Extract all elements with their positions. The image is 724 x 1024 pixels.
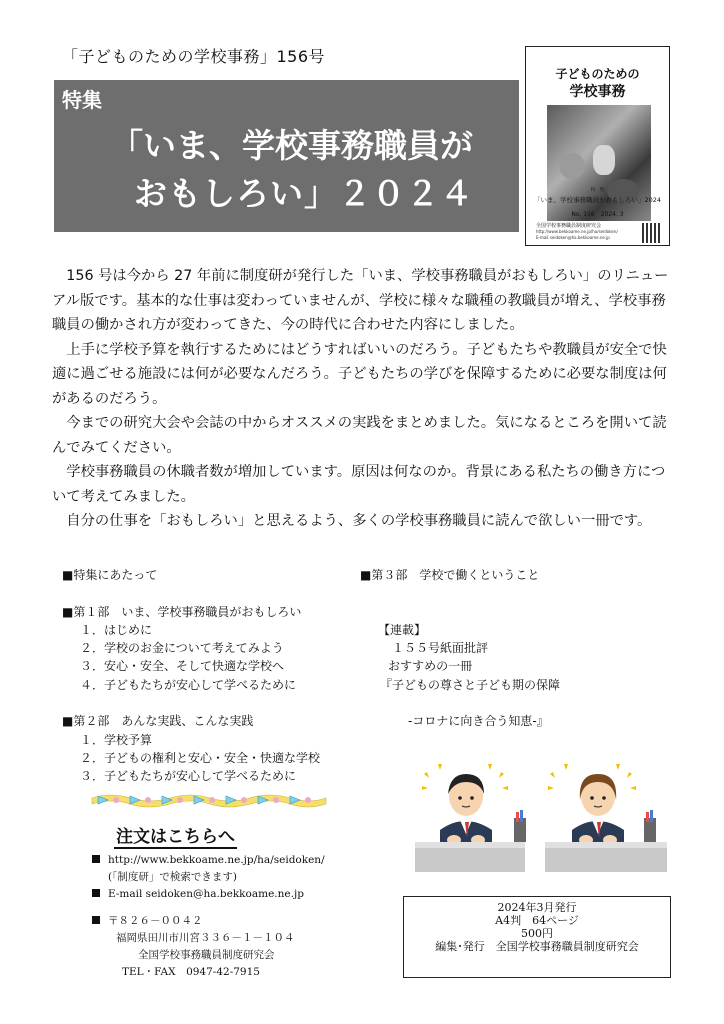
toc-item: ３．子どもたちが安心して学べるために bbox=[80, 769, 297, 784]
publication-info-box bbox=[403, 896, 671, 978]
intro-paragraph: 自分の仕事を「おもしろい」と思えるよう、多くの学校事務職員に読んで欲しい一冊です。 bbox=[66, 513, 652, 529]
cover-title1: 子どものための bbox=[555, 67, 640, 81]
cover-email: E-mail seidoken@ha.bekkoame.ne.jp bbox=[536, 235, 610, 240]
cover-publisher: 全国学校事務職員制度研究会 bbox=[536, 223, 602, 229]
cover-url: http://www.bekkoame.ne.jp/ha/seidoken/ bbox=[536, 229, 618, 234]
bullet-square-icon bbox=[92, 889, 100, 897]
intro-paragraph: 今までの研究大会や会誌の中からオススメの実践をまとめました。気になるところを開いて読んでみてください。 bbox=[52, 415, 667, 456]
feature-tag: 特集 bbox=[62, 88, 102, 112]
order-url[interactable]: http://www.bekkoame.ne.jp/ha/seidoken/ bbox=[108, 854, 325, 866]
order-address: 福岡県田川市川宮３３６－１－１０４ bbox=[116, 932, 295, 944]
order-tel: TEL・FAX 0947-42-7915 bbox=[122, 966, 260, 978]
feature-title-line2: おもしろい」２０２４ bbox=[134, 174, 474, 213]
cover-special-label: 特 集 bbox=[590, 188, 605, 193]
bullet-square-icon bbox=[92, 916, 100, 924]
toc-part1-heading: ■第１部 いま、学校事務職員がおもしろい bbox=[62, 604, 302, 619]
series-label: 「子どものための学校事務」156号 bbox=[62, 47, 326, 66]
ribbon-decoration bbox=[90, 792, 328, 808]
toc-left bbox=[62, 566, 320, 786]
intro-paragraph: 上手に学校予算を執行するためにはどうすればいいのだろう。子どもたちや教職員が安全で快適に過ごせる施設には何が必要なんだろう。子どもたちの学びを保障するために必要な制度は何があるのだろう。 bbox=[52, 341, 667, 407]
cover-thumbnail bbox=[525, 46, 670, 246]
order-email[interactable]: E-mail seidoken@ha.bekkoame.ne.jp bbox=[108, 888, 304, 900]
toc-serial-subtitle: -コロナに向き合う知恵-』 bbox=[408, 714, 549, 729]
pub-format: A4判 64ページ bbox=[495, 914, 579, 927]
toc-intro-heading: ■特集にあたって bbox=[62, 568, 158, 582]
office-workers-illustration bbox=[410, 760, 672, 872]
feature-title-line1: 「いま、学校事務職員が bbox=[110, 126, 473, 165]
intro-paragraph: 156 号は今から 27 年前に制度研が発行した「いま、学校事務職員がおもしろい」のリニューアル版です。基本的な仕事は変わっていませんが、学校に様々な職種の教職員が増え、学校事務職員の働かされ方が変わってきた、今の時代に合わせた内容にしました。 bbox=[52, 268, 669, 333]
toc-item: ２．学校のお金について考えてみよう bbox=[80, 641, 284, 656]
cover-issue: No. 156 2024. 3 bbox=[571, 211, 624, 218]
toc-right bbox=[360, 566, 560, 731]
toc-part3-heading: ■第３部 学校で働くということ bbox=[360, 568, 540, 582]
cover-special-title: 「いま、学校事務職員がおもしろい」2024 bbox=[533, 196, 662, 204]
order-postal: 〒８２６－００４２ bbox=[108, 915, 203, 927]
toc-serial-item: １５５号紙面批評 bbox=[392, 641, 489, 656]
intro-paragraph: 学校事務職員の休職者数が増加しています。原因は何なのか。背景にある私たちの働き方について考えてみました。 bbox=[52, 464, 666, 505]
toc-serial-heading: 【連載】 bbox=[378, 622, 427, 637]
order-heading: 注文はこちらへ bbox=[114, 822, 237, 849]
order-url-note: (「制度研」で検索できます) bbox=[108, 871, 237, 883]
toc-item: １．学校予算 bbox=[80, 732, 153, 747]
toc-serial-item: 『子どもの尊さと子ども期の保障 bbox=[380, 677, 561, 692]
pub-publisher: 編集･発行 全国学校事務職員制度研究会 bbox=[435, 940, 639, 953]
cover-title2: 学校事務 bbox=[569, 84, 626, 100]
toc-serial-item: おすすめの一冊 bbox=[388, 659, 473, 674]
toc-item: ２．子どもの権利と安心・安全・快適な学校 bbox=[80, 750, 321, 765]
pub-price: 500円 bbox=[521, 927, 553, 940]
bullet-square-icon bbox=[92, 855, 100, 863]
order-contact bbox=[92, 852, 325, 981]
order-org: 全国学校事務職員制度研究会 bbox=[138, 949, 275, 961]
toc-part2-heading: ■第２部 あんな実践、こんな実践 bbox=[62, 714, 254, 729]
qr-code-icon bbox=[642, 223, 662, 243]
pub-date: 2024年3月発行 bbox=[497, 901, 577, 914]
toc-item: １．はじめに bbox=[80, 622, 153, 637]
toc-item: ４．子どもたちが安心して学べるために bbox=[80, 677, 297, 692]
intro-text bbox=[52, 264, 677, 534]
feature-banner bbox=[54, 80, 519, 232]
toc-item: ３．安心・安全、そして快適な学校へ bbox=[80, 659, 285, 674]
